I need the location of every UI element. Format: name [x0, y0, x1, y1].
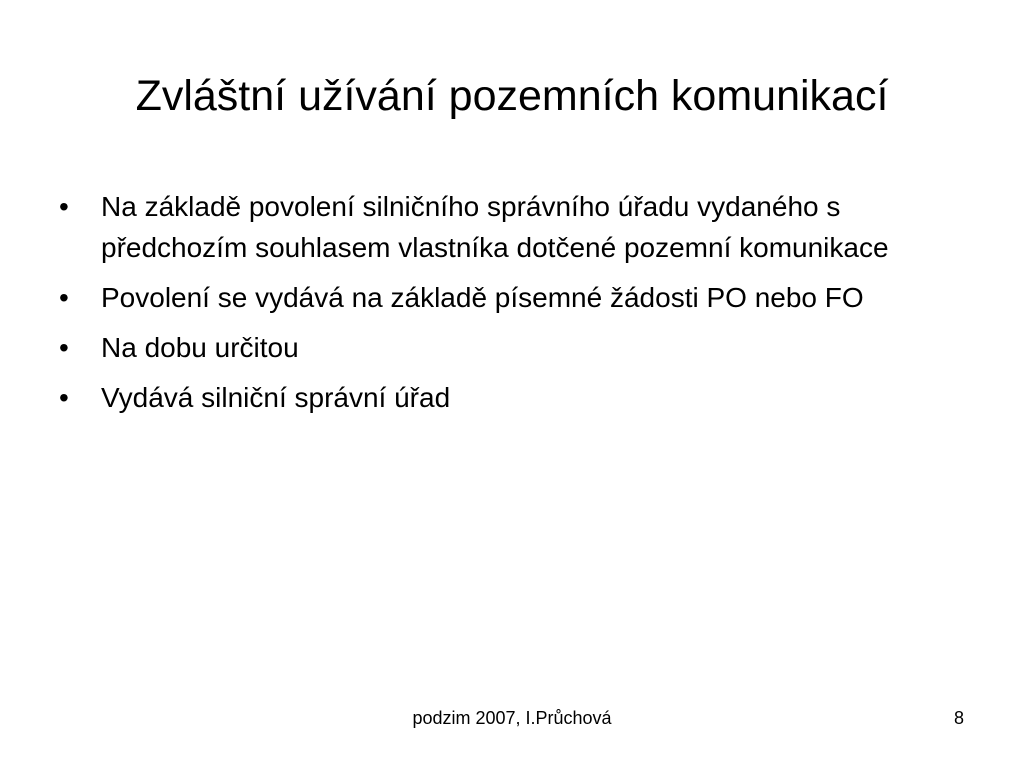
bullet-item [56, 377, 936, 418]
footer-author-date: podzim 2007, I.Průchová [412, 708, 612, 728]
bullet-item [56, 327, 936, 368]
slide-title: Zvláštní užívání pozemních komunikací [135, 72, 889, 120]
bullet-text: Povolení se vydává na základě písemné žádosti PO nebo FO [101, 282, 864, 313]
bullet-text: Na dobu určitou [101, 332, 299, 363]
bullet-mark: • [59, 332, 69, 363]
bullet-text: Vydává silniční správní úřad [101, 382, 451, 413]
bullet-item [56, 277, 936, 318]
bullet-mark: • [59, 191, 69, 222]
bullet-mark: • [59, 382, 69, 413]
bullet-item [56, 186, 936, 268]
bullet-list [56, 186, 936, 427]
bullet-mark: • [59, 282, 69, 313]
page-number: 8 [953, 708, 964, 728]
bullet-text: Na základě povolení silničního správního úřadu vydaného s předchozím souhlasem vlastníka dotčené pozemní komunikace [101, 191, 889, 263]
